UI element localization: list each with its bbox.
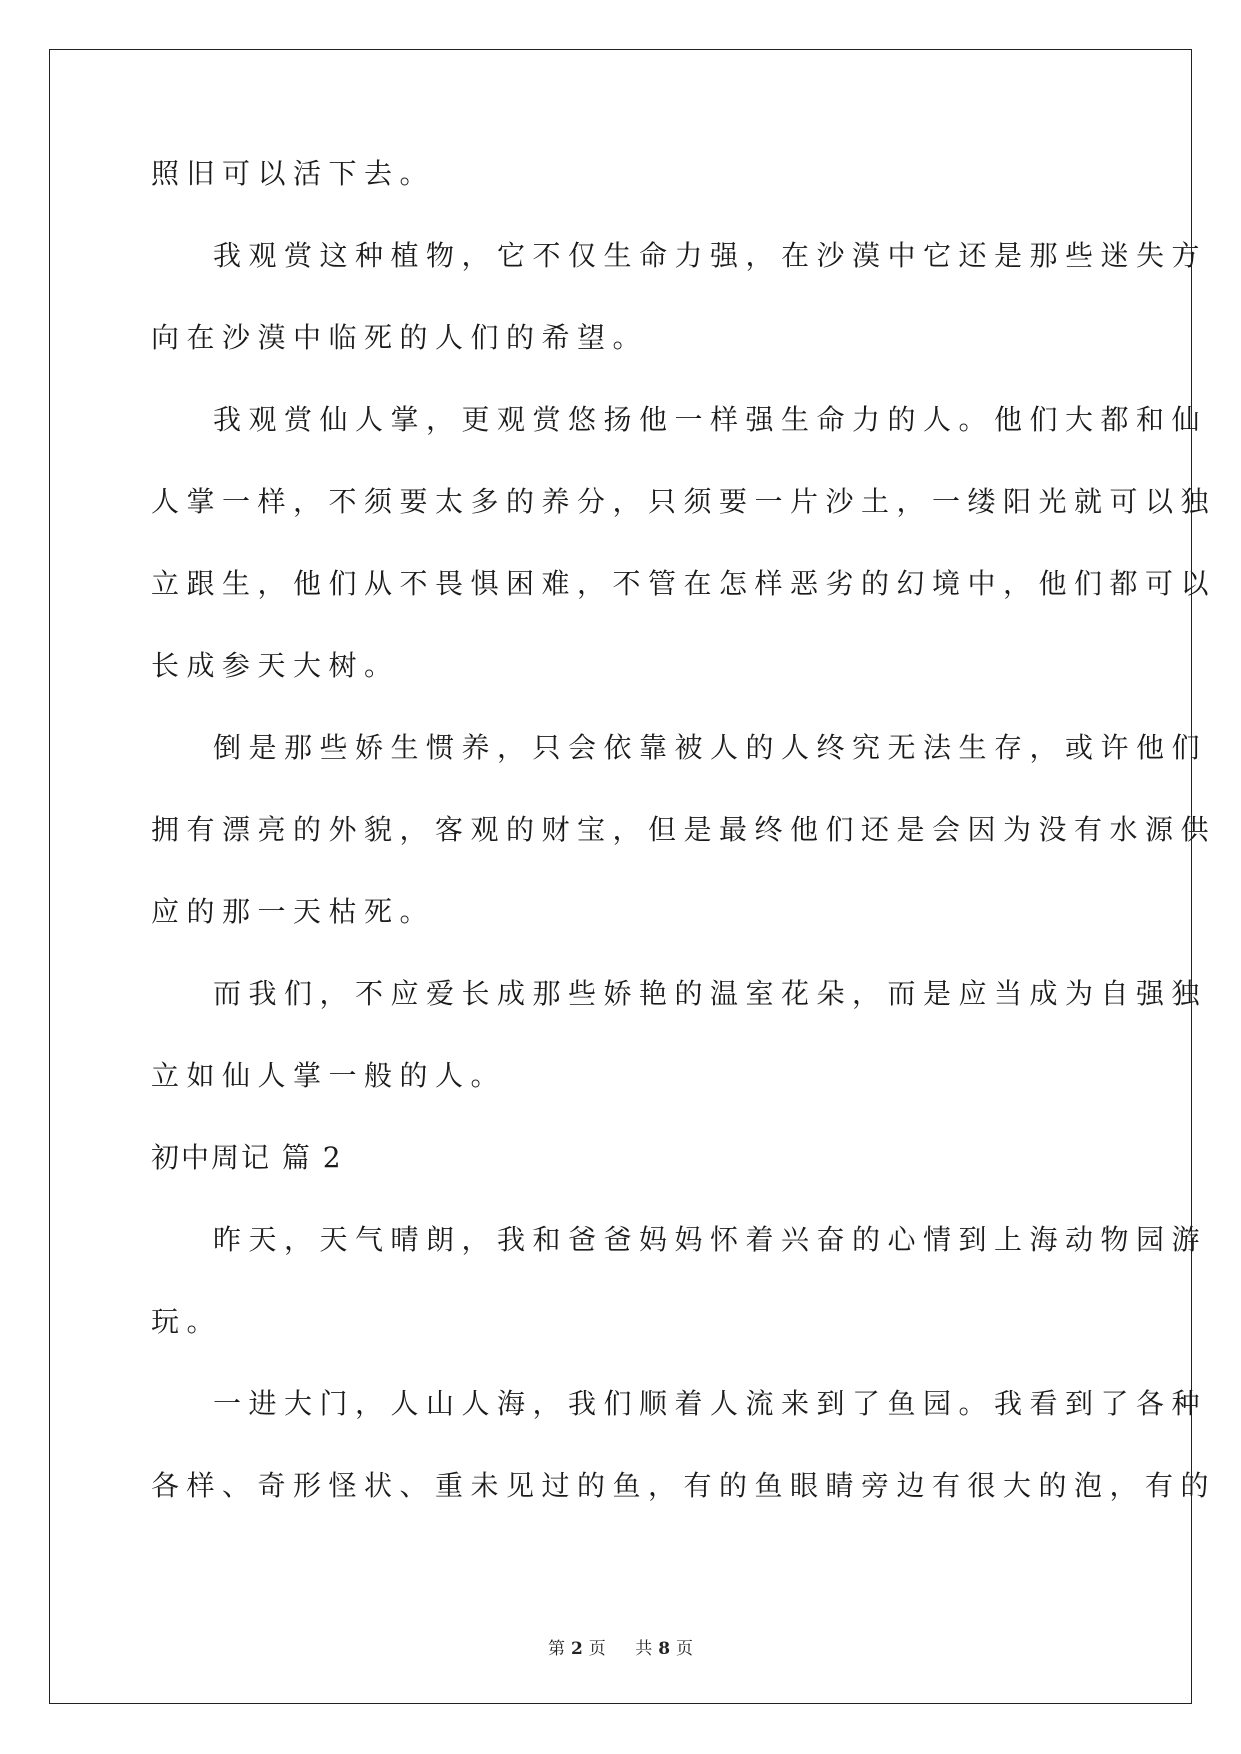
text-line: 向在沙漠中临死的人们的希望。 [151,321,649,354]
document-body [151,157,1217,1552]
text-line: 各样、奇形怪状、重未见过的鱼，有的鱼眼睛旁边有很大的泡，有的 [151,1469,1217,1502]
text-line: 照旧可以活下去。 [151,157,436,190]
text-line: 一进大门，人山人海，我们顺着人流来到了鱼园。我看到了各种 [213,1387,1208,1420]
text-line: 而我们，不应爱长成那些娇艳的温室花朵，而是应当成为自强独 [213,977,1208,1010]
text-line: 长成参天大树。 [151,649,400,682]
text-line: 我观赏这种植物，它不仅生命力强，在沙漠中它还是那些迷失方 [213,239,1208,272]
text-line: 人掌一样，不须要太多的养分，只须要一片沙土，一缕阳光就可以独 [151,485,1217,518]
text-line: 拥有漂亮的外貌，客观的财宝，但是最终他们还是会因为没有水源供 [151,813,1217,846]
current-page: 第 2 页 [547,1639,606,1659]
text-line: 倒是那些娇生惯养，只会依靠被人的人终究无法生存，或许他们 [213,731,1208,764]
text-line: 立跟生，他们从不畏惧困难，不管在怎样恶劣的幻境中，他们都可以 [151,567,1217,600]
page-footer [0,1634,1241,1659]
section-heading: 初中周记 篇 2 [151,1141,343,1174]
text-line: 我观赏仙人掌，更观赏悠扬他一样强生命力的人。他们大都和仙 [213,403,1208,436]
total-pages: 共 8 页 [635,1639,694,1659]
text-line: 应的那一天枯死。 [151,895,436,928]
text-line: 昨天，天气晴朗，我和爸爸妈妈怀着兴奋的心情到上海动物园游 [213,1223,1208,1256]
text-line: 玩。 [151,1305,223,1338]
text-line: 立如仙人掌一般的人。 [151,1059,507,1092]
